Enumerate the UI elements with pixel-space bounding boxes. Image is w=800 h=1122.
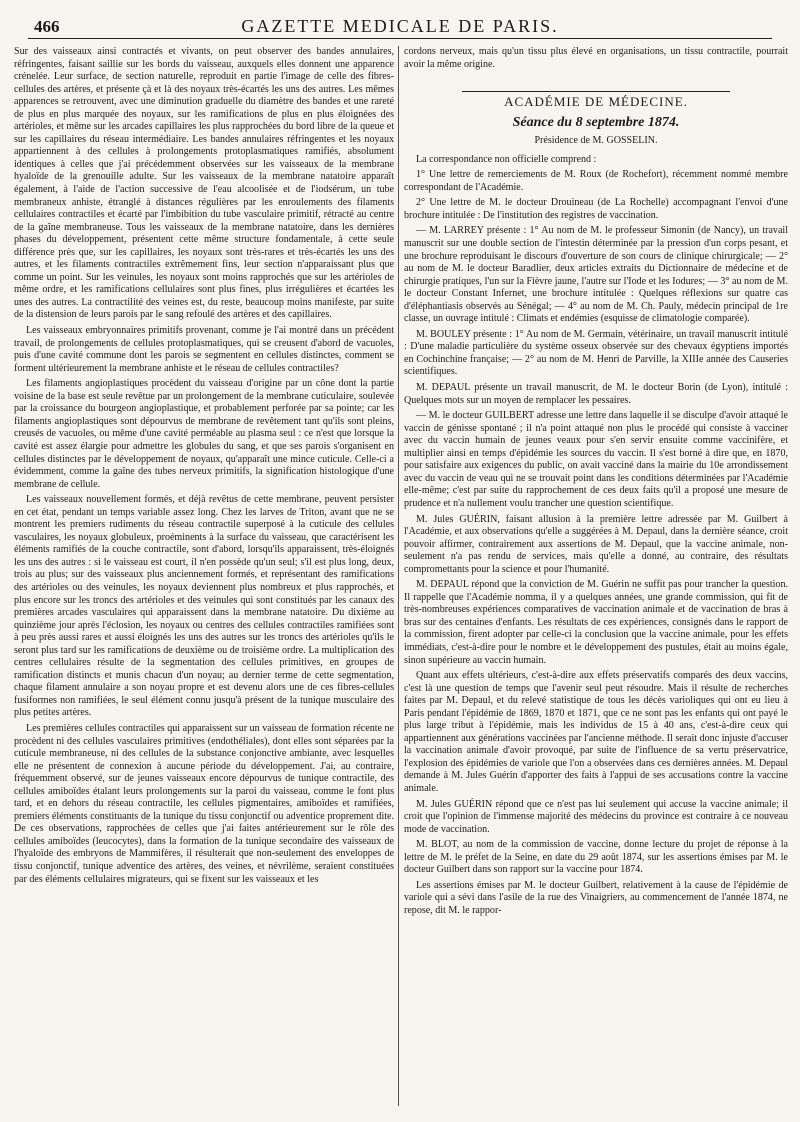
presidence-line: Présidence de M. GOSSELIN. [534, 135, 658, 147]
paragraph: M. BOULEY présente : 1° Au nom de M. Germain, vétérinaire, un travail manuscrit intitulé : D'une maladie particulière du système osseux observée sur des chevaux égyptiens importés en Cochinchine française; — 2° au nom de M. Henri de Parville, la XIIIe année des Causeries scientifiques. [404, 328, 788, 378]
paragraph-continuation: cordons nerveux, mais qu'un tissu plus élevé en organisations, un tissu contractile, pourrait avoir la même origine. [404, 46, 788, 70]
right-column [404, 46, 788, 1114]
paragraph: Sur des vaisseaux ainsi contractés et vivants, on peut observer des bandes annulaires, réfringentes, faisant saillie sur les bords du vaisseau, auxquels elles donnent une apparence crénelée. Leur surface, de section naturelle, reproduit en partie l'image de celle des fibres-cellules des artères, et présente çà et là des noyaux très-écartés les uns des autres. Les mêmes apparences se retrouvent, avec une diminution graduelle du diamètre des bandes et une rareté de plus en plus marquée des noyaux, sur les ramifications de plus en plus éloignées des artérioles, et même sur les arcades capillaires les plus rapprochées du bord libre de la queue et sur les capillaires du réseau intermédiaire. Les bandes annulaires réfringentes et les noyaux appartiennent à des cellules à prolongements protoplasmatiques ramifiés, absolument identiques à celles que j'ai précédemment observées sur les vaisseaux de la membrane hyaloïde de la grenouille adulte. Sur les vaisseaux de la membrane natatoire apparaît également, à l'aide de l'action successive de l'eau alcoolisée et de l'iodsérum, un tube membraneux anhiste, étranglé à distances régulières par les enroulements des filaments cellulaires contractiles et écarté par l'imbibition du tube vasculaire primitif, rétracté au centre de la gaîne membraneuse. Tous les vaisseaux de la membrane natatoire, dans les dernières phases du développement, présentent cette même structure fondamentale, à cette seule différence près que, sur les capillaires, les noyaux sont très-rares et très-écartés les uns des autres, et les filaments contractiles extrêmement fins, leur section n'apparaissant plus que comme un point. Sur les veinules, les noyaux sont moins rapprochés que sur les artérioles de même ordre, et les ramifications cellulaires sont plus fines, plus irrégulières et écartées les unes des autres. La contractilité des veines est, du reste, beaucoup moins manifeste, par suite de la distension de leurs parois par le sang refoulé des artères et des capillaires. [14, 46, 394, 321]
running-title: GAZETTE MEDICALE DE PARIS. [241, 16, 559, 36]
paragraph: M. Jules GUÉRIN, faisant allusion à la première lettre adressée par M. Guilbert à l'Académie, et aux observations qu'elle a suggérées à M. Depaul, dans la dernière séance, croit pouvoir affirmer, contrairement aux assertions de M. Depaul, que la vaccine animale, non-seulement n'a pas rendu de services, mais qu'elle a donné, au contraire, des résultats compromettants pour la science et pour l'humanité. [404, 513, 788, 575]
page-header [28, 16, 772, 39]
page-number: 466 [34, 17, 60, 36]
left-column [14, 46, 394, 1114]
paragraph: — M. LARREY présente : 1° Au nom de M. le professeur Simonin (de Nancy), un travail manuscrit sur une double section de l'intestin déterminée par la pression d'un corps pesant, et une brochure reproduisant le discours d'ouverture de son cours de clinique chirurgicale; — 2° au nom de M. le docteur Baradlier, deux articles extraits du Dictionnaire de médecine et de chirurgie pratiques, l'un sur la Fièvre jaune, l'autre sur l'Iode et les Iodures; — 3° au nom de M. le docteur Constant Infernet, une brochure intitulée : Quelques réflexions sur quatre cas d'éléphantiasis observés au Sénégal; — 4° au nom de M. Ch. Pauly, médecin principal de 1re classe, un ouvrage intitulé : Climats et endémies (esquisse de climatologie comparée). [404, 225, 788, 325]
paragraph: Quant aux effets ultérieurs, c'est-à-dire aux effets préservatifs comparés des deux vaccins, c'est là une question de temps que l'avenir seul peut résoudre. Mais il résulte de recherches faites par M. Depaul, et du relevé statistique de tous les décès varioliques qui ont eu lieu à Paris pendant l'épidémie de 1869, 1870 et 1871, que ce ne sont pas les enfants qui ont payé le plus large tribut à l'épidémie, mais les individus de 15 à 40 ans, c'est-à-dire ceux qui appartiennent aux générations vaccinées par l'ancienne méthode. Il serait donc injuste d'accuser la vaccination animale d'avoir provoqué, par suite de l'influence de sa vertu préservatrice, l'explosion des épidémies de variole que l'on a observées dans ces dernières années. M. Depaul demande à M. Jules Guérin d'apporter des faits à l'appui de ses accusations contre la vaccine animale. [404, 670, 788, 794]
paragraph: Les vaisseaux nouvellement formés, et déjà revêtus de cette membrane, peuvent persister en cet état, pendant un temps variable assez long. Chez les larves de Triton, avant que ne se montrent les premiers rudiments du réseau contractile superposé à la cuticule des cellules vasculaires, les noyaux globuleux, proéminents à la surface du vaisseau, que caractérisent les éléments ramifiés de la couche contractile, sont d'abord, lorsqu'ils apparaissent, très-éloignés les uns des autres : si le vaisseau est court, il n'en possède qu'un seul; s'il est plus long, deux, trois au plus; sur des vaisseaux plus anciennement formés, et représentant des ramifications des artérioles ou des veinules, les noyaux deviennent plus nombreux et plus rapprochés, et plus encore sur les troncs des artérioles et des veinules qui sont constitués par les canaux des premières arcades vasculaires qui apparaissent dans la membrane natatoire. Du dixième au quinzième jour après l'éclosion, les noyaux ou centres des cellules contractiles ramifiées sont à peu près aussi rares et aussi éloignés les uns des autres sur les troncs des artérioles qu'ils le seront plus tard sur les ramifications de deuxième ou de troisième ordre. La multiplication des centres cellulaires résulte de la segmentation des cellules primitives, en groupes de ramification distincts et munis chacun d'un noyau; au dernier terme de cette segmentation, chaque filament annulaire a son noyau propre et est devenu alors une de ces fibres-cellules fusiformes non ramifiées, le seul élément connu jusqu'à présent de la tunique musculaire des plus petites artères. [14, 494, 394, 719]
session-title: Séance du 8 septembre 1874. [512, 114, 680, 130]
paragraph: M. DEPAUL répond que la conviction de M. Guérin ne suffit pas pour trancher la question. Il rappelle que l'Académie nomma, il y a quelques années, une grande commission, qui fit de très-nombreuses expériences comparatives de vaccination animale et de vaccination de bras à bras sur des centaines d'enfants. Les résultats de ces expériences, consignés dans le rapport de la commission, firent adopter par celle-ci la conclusion que la vaccine animale, pour les effets immédiats, c'est-à-dire pour le nombre et le développement des pustules, était au moins égale, sinon supérieure au vaccin humain. [404, 579, 788, 666]
paragraph: Les assertions émises par M. le docteur Guilbert, relativement à la cause de l'épidémie de variole qui a sévi dans l'asile de la rue des Vinaigriers, au commencement de l'année 1874, ne repose, dit M. le rappor- [404, 879, 788, 916]
paragraph: 2° Une lettre de M. le docteur Drouineau (de La Rochelle) accompagnant l'envoi d'une brochure intitulée : De l'institution des registres de vaccination. [404, 197, 788, 221]
paragraph: Les filaments angioplastiques procèdent du vaisseau d'origine par un cône dont la partie voisine de la base est seule revêtue par un prolongement de la membrane cuticulaire, soulevée par la croissance du bourgeon angioplastique, et probablement perforée par sa pointe; car les filaments angioplastiques sont dépourvus de membrane de revêtement tant qu'ils sont pleins, creusés de vacuoles, ou même d'une cavité perméable au plasma seul : ce n'est que lorsque la cavité est assez élargie pour admettre les globules du sang, et que ses parois s'organisent en cellules distinctes par le développement de noyaux, qu'apparaît une mince cuticule. Celle-ci a évidemment, comme la gaîne des tubes nerveux primitifs, la signification histologique d'une membrane de cellule. [14, 378, 394, 490]
column-divider [398, 46, 399, 1106]
paragraph: Les premières cellules contractiles qui apparaissent sur un vaisseau de formation récente ne procèdent ni des cellules vasculaires primitives (endothéliales), dont elles sont séparées par la cuticule membraneuse, ni des cellules de la substance conjonctive ambiante, avec lesquelles elle ne présentent de connexion à aucune période du développement. J'ai, au contraire, fréquemment observé, sur de jeunes vaisseaux encore dépourvus de tunique contractile, des cellules amiboïdes étalant leurs prolongements sur la paroi du vaisseau, comme le font plus tard, et en dehors du réseau contractile, les cellules pigmentaires, amiboïdes et ramifiées, premiers éléments constituants de la tunique du tissu conjonctif ou adventice proprement dite. De ces observations, rapprochées de celles que j'ai faites antérieurement sur le rôle des cellules amiboïdes (leucocytes), dans la formation de la tunique secondaire des vaisseaux de l'hyaloïde des embryons de Mammifères, il résulterait que non-seulement des enveloppes de tissu conjonctif, tunique adventice des artères, des veines, et névrilème, seraient constituées par des éléments cellulaires migrateurs, qui se fixent sur les vaisseaux et les [14, 722, 394, 885]
paragraph: La correspondance non officielle comprend : [416, 153, 597, 165]
section-title: ACADÉMIE DE MÉDECINE. [462, 91, 731, 109]
paragraph: 1° Une lettre de remerciements de M. Roux (de Rochefort), récemment nommé membre correspondant de l'Académie. [404, 169, 788, 193]
paragraph: — M. le docteur GUILBERT adresse une lettre dans laquelle il se disculpe d'avoir attaqué le vaccin de génisse spontané ; il n'a point attaqué non plus le procédé qui consiste à vacciner avec du vaccin humain de jeunes veaux pour s'en servir ensuite comme vaccinifère, et multiplier ainsi en temps d'épidémie les sources du vaccin. Il s'est borné à dire que, en 1870, pour satisfaire aux exigences du public, on avait vacciné dans la mairie du 10e arrondissement avec du vaccin de veau qui ne se trouvait point dans les conditions déterminées par l'Académie elle-même; c'est par suite du rapprochement de ces deux faits qu'il a proposé une mesure de prudence et n'a nullement voulu trancher une question scientifique. [404, 410, 788, 509]
paragraph: M. BLOT, au nom de la commission de vaccine, donne lecture du projet de réponse à la lettre de M. le préfet de la Seine, en date du 29 août 1874, sur les assertions émises par M. le docteur Guilbert dans son rapport sur la vaccine pour 1874. [404, 839, 788, 876]
paragraph: M. Jules GUÉRIN répond que ce n'est pas lui seulement qui accuse la vaccine animale; il croit que l'opinion de l'immense majorité des médecins du province est contraire à ce nouveau mode de vaccination. [404, 798, 788, 835]
paragraph: Les vaisseaux embryonnaires primitifs provenant, comme je l'ai montré dans un précédent travail, de prolongements de cellules protoplasmatiques, qui se creusent d'abord de vacuoles, puis d'une cavité commune dont les parois se segmentent en cellules distinctes, comment se forment ultérieurement la membrane anhiste et le réseau de cellules contractiles? [14, 325, 394, 374]
paragraph: M. DEPAUL présente un travail manuscrit, de M. le docteur Borin (de Lyon), intitulé : Quelques mots sur un moyen de remplacer les pessaires. [404, 382, 788, 406]
